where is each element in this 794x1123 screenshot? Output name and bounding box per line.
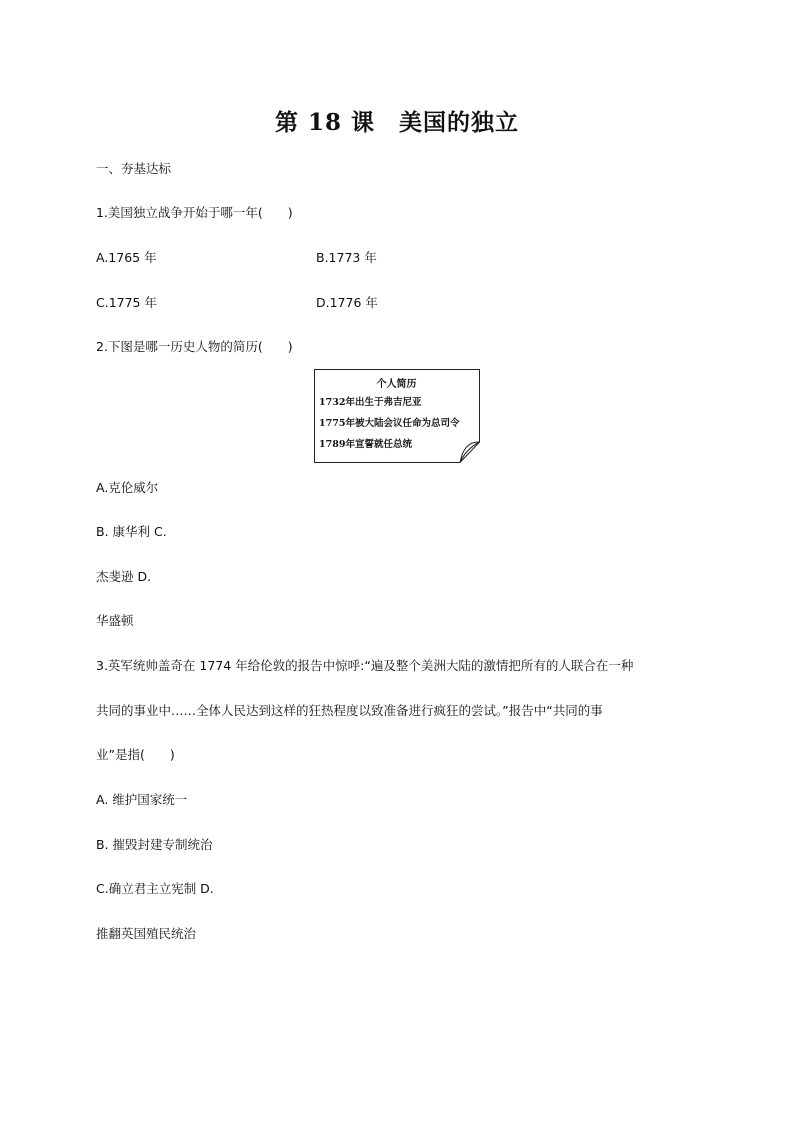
q3-option-d: 推翻英国殖民统治 (96, 926, 197, 941)
resume-card-line-3: 1789年宣誓就任总统 (319, 439, 412, 450)
question-1-stem: 1.美国独立战争开始于哪一年( ) (96, 205, 293, 220)
q2-option-d: 华盛顿 (96, 613, 134, 628)
q2-option-b-c: B. 康华利 C. (96, 524, 167, 539)
section-heading: 一、夯基达标 (96, 161, 172, 176)
q1-option-c: C.1775 年 (96, 295, 157, 310)
q3-option-a: A. 维护国家统一 (96, 792, 188, 807)
question-2-stem: 2.下图是哪一历史人物的简历( ) (96, 339, 293, 354)
resume-card-line-1: 1732年出生于弗吉尼亚 (319, 397, 422, 408)
question-1-options-row-2 (96, 294, 378, 312)
q2-option-a: A.克伦威尔 (96, 480, 159, 495)
page-title: 第 18 课 美国的独立 (274, 109, 520, 136)
q2-option-c-d: 杰斐逊 D. (96, 569, 152, 584)
q1-option-b: B.1773 年 (316, 250, 377, 265)
question-1-options-row-1 (96, 249, 377, 267)
q3-option-c-d: C.确立君主立宪制 D. (96, 881, 214, 896)
question-3-stem-line-1: 3.英军统帅盖奇在 1774 年给伦敦的报告中惊呼:“遍及整个美洲大陆的激情把所有的人联合在一种 (96, 658, 634, 673)
question-3-stem-line-3: 业”是指( ) (96, 747, 175, 762)
resume-card-title: 个人简历 (376, 379, 417, 390)
q1-option-d: D.1776 年 (316, 295, 378, 310)
question-3-stem-line-2: 共同的事业中……全体人民达到这样的狂热程度以致准备进行疯狂的尝试。”报告中“共同的事 (96, 703, 603, 718)
resume-card-line-2: 1775年被大陆会议任命为总司令 (319, 418, 460, 429)
resume-card (314, 369, 479, 462)
q1-option-a: A.1765 年 (96, 250, 157, 265)
q3-option-b: B. 摧毁封建专制统治 (96, 837, 213, 852)
